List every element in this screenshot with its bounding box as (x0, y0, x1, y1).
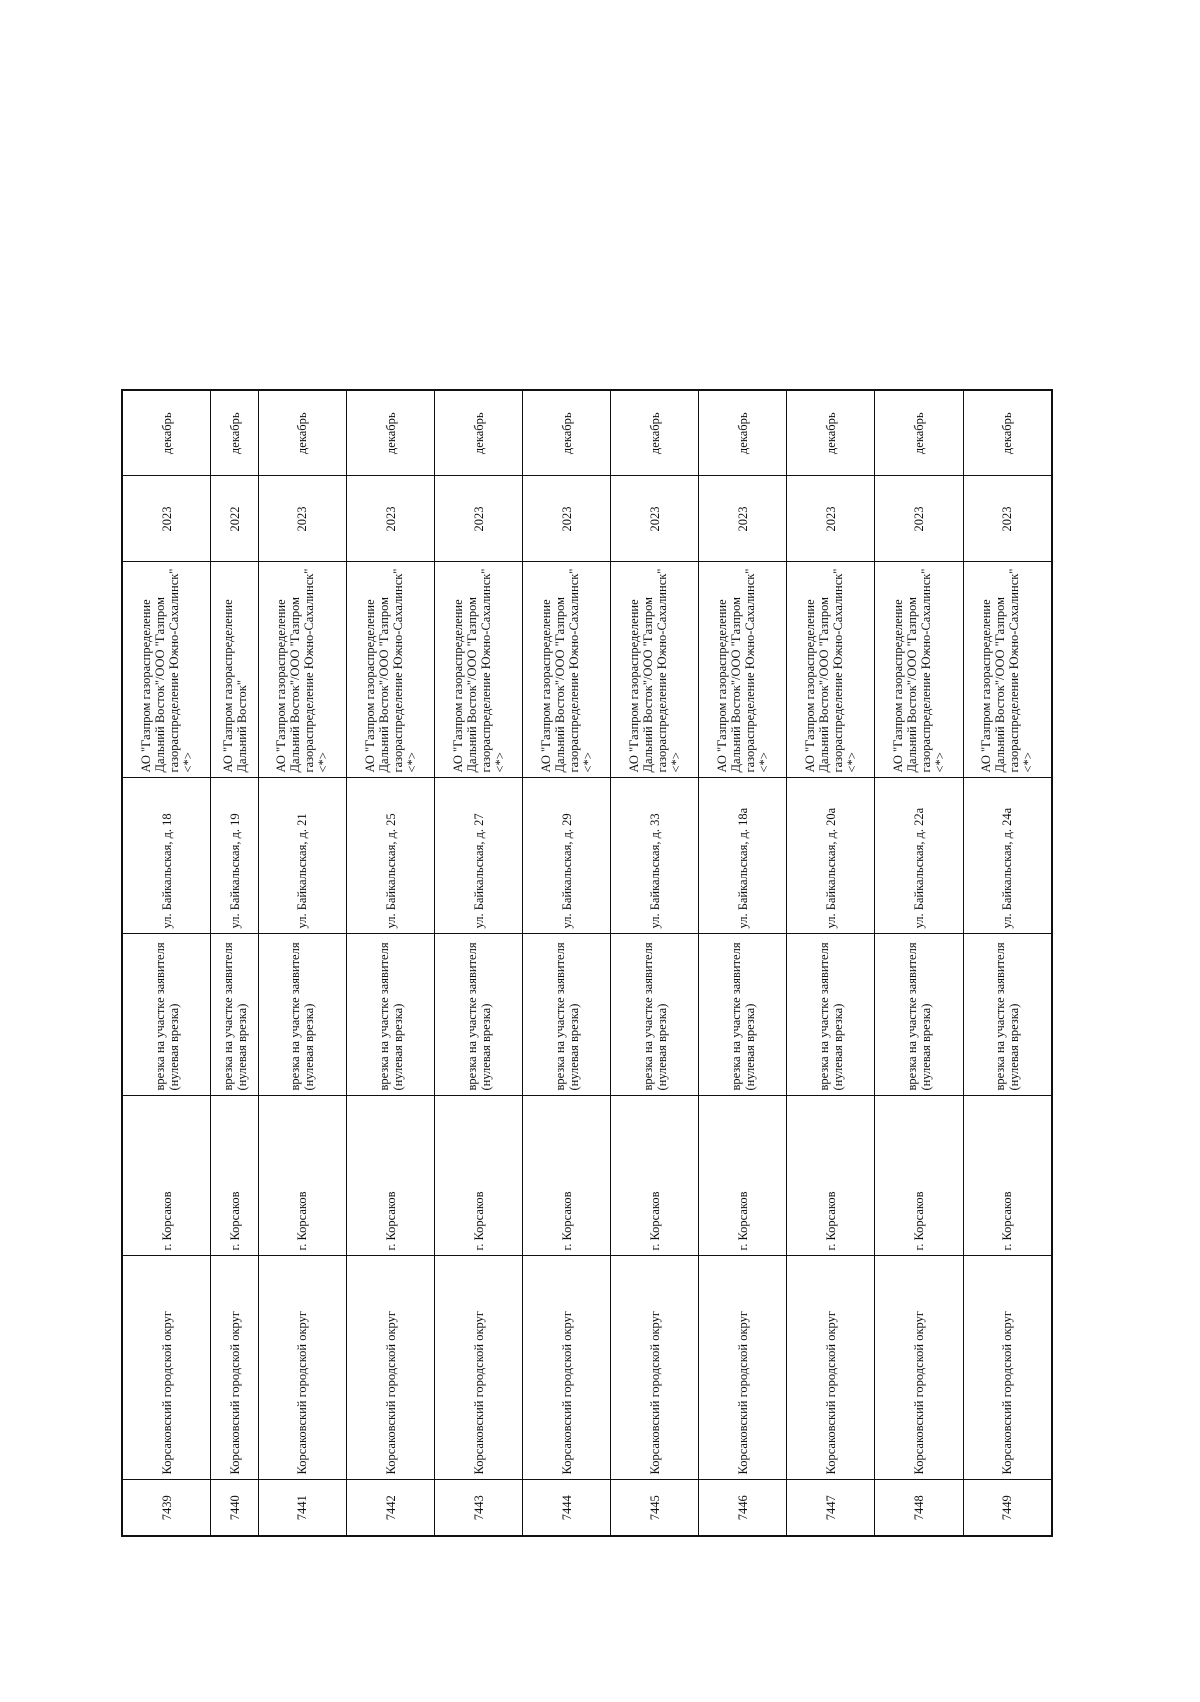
district-cell: Корсаковский городской округ (122, 1256, 211, 1480)
year-cell: 2023 (523, 476, 611, 562)
year-cell: 2022 (211, 476, 259, 562)
gasification-schedule-table (121, 389, 1053, 1537)
connection-type-cell: врезка на участке заявителя (нулевая врезка) (258, 934, 346, 1096)
row-number-cell: 7445 (611, 1480, 699, 1536)
address-cell: ул. Байкальская, д. 29 (523, 778, 611, 934)
year-cell: 2023 (787, 476, 875, 562)
month-cell: декабрь (523, 390, 611, 476)
month-cell: декабрь (963, 390, 1052, 476)
organization-cell: АО "Газпром газораспределение Дальний Восток"/ООО "Газпром газораспределение Южно-Сахалинск" <*> (611, 562, 699, 778)
connection-type-cell: врезка на участке заявителя (нулевая врезка) (611, 934, 699, 1096)
month-cell: декабрь (875, 390, 963, 476)
address-cell: ул. Байкальская, д. 22а (875, 778, 963, 934)
table-row (435, 390, 523, 1536)
district-cell: Корсаковский городской округ (963, 1256, 1052, 1480)
connection-type-cell: врезка на участке заявителя (нулевая врезка) (875, 934, 963, 1096)
city-cell: г. Корсаков (347, 1096, 435, 1256)
year-cell: 2023 (611, 476, 699, 562)
district-cell: Корсаковский городской округ (611, 1256, 699, 1480)
year-cell: 2023 (122, 476, 211, 562)
district-cell: Корсаковский городской округ (435, 1256, 523, 1480)
table-row (963, 390, 1052, 1536)
row-number-cell: 7444 (523, 1480, 611, 1536)
district-cell: Корсаковский городской округ (211, 1256, 259, 1480)
address-cell: ул. Байкальская, д. 21 (258, 778, 346, 934)
organization-cell: АО "Газпром газораспределение Дальний Восток"/ООО "Газпром газораспределение Южно-Сахалинск" <*> (435, 562, 523, 778)
city-cell: г. Корсаков (122, 1096, 211, 1256)
connection-type-cell: врезка на участке заявителя (нулевая врезка) (347, 934, 435, 1096)
table-row (699, 390, 787, 1536)
table-row (875, 390, 963, 1536)
address-cell: ул. Байкальская, д. 19 (211, 778, 259, 934)
connection-type-cell: врезка на участке заявителя (нулевая врезка) (963, 934, 1052, 1096)
month-cell: декабрь (787, 390, 875, 476)
connection-type-cell: врезка на участке заявителя (нулевая врезка) (787, 934, 875, 1096)
city-cell: г. Корсаков (963, 1096, 1052, 1256)
address-cell: ул. Байкальская, д. 20а (787, 778, 875, 934)
district-cell: Корсаковский городской округ (523, 1256, 611, 1480)
month-cell: декабрь (347, 390, 435, 476)
row-number-cell: 7447 (787, 1480, 875, 1536)
city-cell: г. Корсаков (523, 1096, 611, 1256)
month-cell: декабрь (122, 390, 211, 476)
year-cell: 2023 (435, 476, 523, 562)
table-row (258, 390, 346, 1536)
organization-cell: АО "Газпром газораспределение Дальний Восток"/ООО "Газпром газораспределение Южно-Сахалинск" <*> (258, 562, 346, 778)
year-cell: 2023 (875, 476, 963, 562)
table-row (787, 390, 875, 1536)
city-cell: г. Корсаков (787, 1096, 875, 1256)
address-cell: ул. Байкальская, д. 27 (435, 778, 523, 934)
connection-type-cell: врезка на участке заявителя (нулевая врезка) (435, 934, 523, 1096)
row-number-cell: 7440 (211, 1480, 259, 1536)
month-cell: декабрь (435, 390, 523, 476)
year-cell: 2023 (258, 476, 346, 562)
connection-type-cell: врезка на участке заявителя (нулевая врезка) (122, 934, 211, 1096)
year-cell: 2023 (347, 476, 435, 562)
district-cell: Корсаковский городской округ (875, 1256, 963, 1480)
organization-cell: АО "Газпром газораспределение Дальний Восток"/ООО "Газпром газораспределение Южно-Сахалинск" <*> (523, 562, 611, 778)
connection-type-cell: врезка на участке заявителя (нулевая врезка) (523, 934, 611, 1096)
row-number-cell: 7443 (435, 1480, 523, 1536)
organization-cell: АО "Газпром газораспределение Дальний Восток"/ООО "Газпром газораспределение Южно-Сахалинск" <*> (699, 562, 787, 778)
city-cell: г. Корсаков (699, 1096, 787, 1256)
month-cell: декабрь (699, 390, 787, 476)
table-row (211, 390, 259, 1536)
city-cell: г. Корсаков (211, 1096, 259, 1256)
city-cell: г. Корсаков (258, 1096, 346, 1256)
month-cell: декабрь (611, 390, 699, 476)
connection-type-cell: врезка на участке заявителя (нулевая врезка) (211, 934, 259, 1096)
district-cell: Корсаковский городской округ (347, 1256, 435, 1480)
address-cell: ул. Байкальская, д. 25 (347, 778, 435, 934)
organization-cell: АО "Газпром газораспределение Дальний Восток"/ООО "Газпром газораспределение Южно-Сахалинск" <*> (122, 562, 211, 778)
year-cell: 2023 (963, 476, 1052, 562)
address-cell: ул. Байкальская, д. 18а (699, 778, 787, 934)
organization-cell: АО "Газпром газораспределение Дальний Восток" (211, 562, 259, 778)
city-cell: г. Корсаков (611, 1096, 699, 1256)
year-cell: 2023 (699, 476, 787, 562)
table-row (523, 390, 611, 1536)
address-cell: ул. Байкальская, д. 24а (963, 778, 1052, 934)
district-cell: Корсаковский городской округ (258, 1256, 346, 1480)
organization-cell: АО "Газпром газораспределение Дальний Восток"/ООО "Газпром газораспределение Южно-Сахалинск" <*> (787, 562, 875, 778)
address-cell: ул. Байкальская, д. 18 (122, 778, 211, 934)
district-cell: Корсаковский городской округ (787, 1256, 875, 1480)
city-cell: г. Корсаков (875, 1096, 963, 1256)
organization-cell: АО "Газпром газораспределение Дальний Восток"/ООО "Газпром газораспределение Южно-Сахалинск" <*> (875, 562, 963, 778)
district-cell: Корсаковский городской округ (699, 1256, 787, 1480)
table-row (347, 390, 435, 1536)
table-row (122, 390, 211, 1536)
month-cell: декабрь (211, 390, 259, 476)
table-row (611, 390, 699, 1536)
row-number-cell: 7446 (699, 1480, 787, 1536)
organization-cell: АО "Газпром газораспределение Дальний Восток"/ООО "Газпром газораспределение Южно-Сахалинск" <*> (347, 562, 435, 778)
city-cell: г. Корсаков (435, 1096, 523, 1256)
address-cell: ул. Байкальская, д. 33 (611, 778, 699, 934)
row-number-cell: 7439 (122, 1480, 211, 1536)
month-cell: декабрь (258, 390, 346, 476)
rotated-page-content (121, 391, 1053, 1537)
table-body (122, 390, 1052, 1536)
organization-cell: АО "Газпром газораспределение Дальний Восток"/ООО "Газпром газораспределение Южно-Сахалинск" <*> (963, 562, 1052, 778)
row-number-cell: 7449 (963, 1480, 1052, 1536)
row-number-cell: 7448 (875, 1480, 963, 1536)
connection-type-cell: врезка на участке заявителя (нулевая врезка) (699, 934, 787, 1096)
row-number-cell: 7441 (258, 1480, 346, 1536)
row-number-cell: 7442 (347, 1480, 435, 1536)
